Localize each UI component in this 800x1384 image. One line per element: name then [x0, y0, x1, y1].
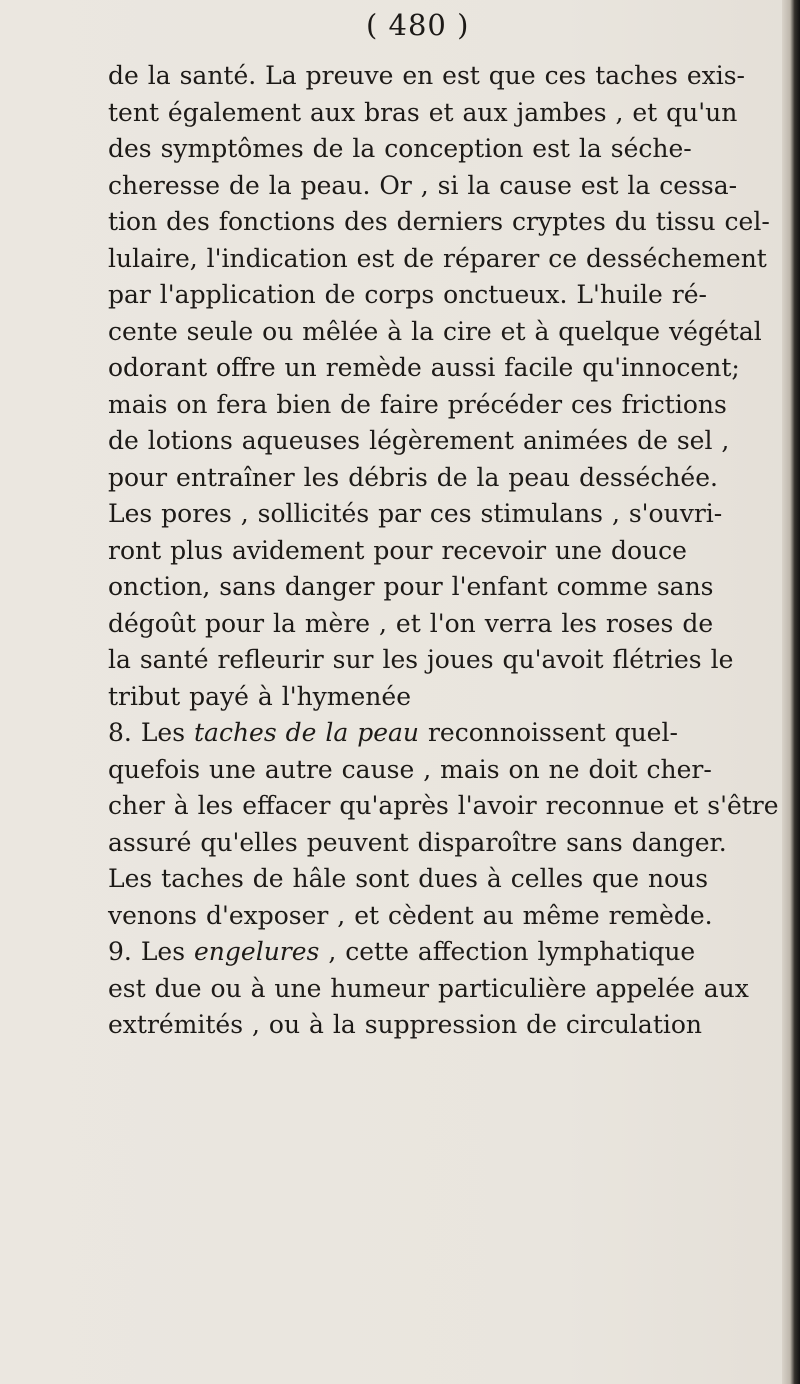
- section-8-line-2: cher à les effacer qu'après l'avoir reconnue et s'être: [108, 791, 779, 820]
- section-8-heading-line: [108, 715, 788, 752]
- text-line-6: lulaire, l'indication est de réparer ce desséchement: [108, 243, 767, 273]
- text-line-11: de lotions aqueuses légèrement animées de sel ,: [108, 426, 730, 455]
- text-line-16: dégoût pour la mère , et l'on verra les roses de: [108, 608, 714, 638]
- text-line-3: des symptômes de la conception est la séche-: [108, 134, 692, 163]
- text-line-14: ront plus avidement pour recevoir une douce: [108, 535, 687, 565]
- text-line-12: pour entraîner les débris de la peau desséchée.: [108, 462, 718, 492]
- section-8-after-italic: reconnoissent quel-: [427, 718, 678, 747]
- text-line-15: onction, sans danger pour l'enfant comme sans: [108, 572, 714, 601]
- text-line-2: tent également aux bras et aux jambes , et qu'un: [108, 97, 738, 127]
- section-9-after-italic: , cette affection lymphatique: [328, 937, 696, 966]
- section-8-line-3: assuré qu'elles peuvent disparoître sans danger.: [108, 827, 727, 857]
- section-9-before-italic: Les: [140, 937, 186, 966]
- page-body-text: [108, 58, 788, 1044]
- text-line-13: Les pores , sollicités par ces stimulans , s'ouvri-: [108, 499, 723, 528]
- text-line-9: odorant offre un remède aussi facile qu'innocent;: [108, 353, 740, 382]
- text-line-8: cente seule ou mêlée à la cire et à quelque végétal: [108, 316, 762, 346]
- text-line-5: tion des fonctions des derniers cryptes du tissu cel-: [108, 207, 770, 236]
- section-8-number: 8.: [108, 718, 132, 747]
- section-9-italic-term: engelures: [194, 937, 320, 966]
- section-9-number: 9.: [108, 937, 132, 966]
- section-8-before-italic: Les: [140, 718, 186, 747]
- text-line-7: par l'application de corps onctueux. L'huile ré-: [108, 280, 707, 309]
- section-9-line-1: est due ou à une humeur particulière appelée aux: [108, 973, 749, 1003]
- section-9-heading-line: [108, 934, 788, 971]
- text-line-17: la santé refleurir sur les joues qu'avoit flétries le: [108, 645, 734, 674]
- section-8-line-5: venons d'exposer , et cèdent au même remède.: [108, 900, 713, 930]
- text-line-4: cheresse de la peau. Or , si la cause est la cessa-: [108, 170, 738, 200]
- section-8-line-4: Les taches de hâle sont dues à celles que nous: [108, 864, 709, 893]
- page-number: ( 480 ): [366, 8, 470, 42]
- text-line-18: tribut payé à l'hymenée: [108, 681, 411, 711]
- text-line-10: mais on fera bien de faire précéder ces frictions: [108, 389, 727, 419]
- section-8-line-1: quefois une autre cause , mais on ne doit cher-: [108, 754, 712, 784]
- section-9-line-2: extrémités , ou à la suppression de circulation: [108, 1010, 703, 1039]
- text-line-1: de la santé. La preuve en est que ces taches exis-: [108, 61, 746, 90]
- section-8-italic-term: taches de la peau: [194, 718, 420, 747]
